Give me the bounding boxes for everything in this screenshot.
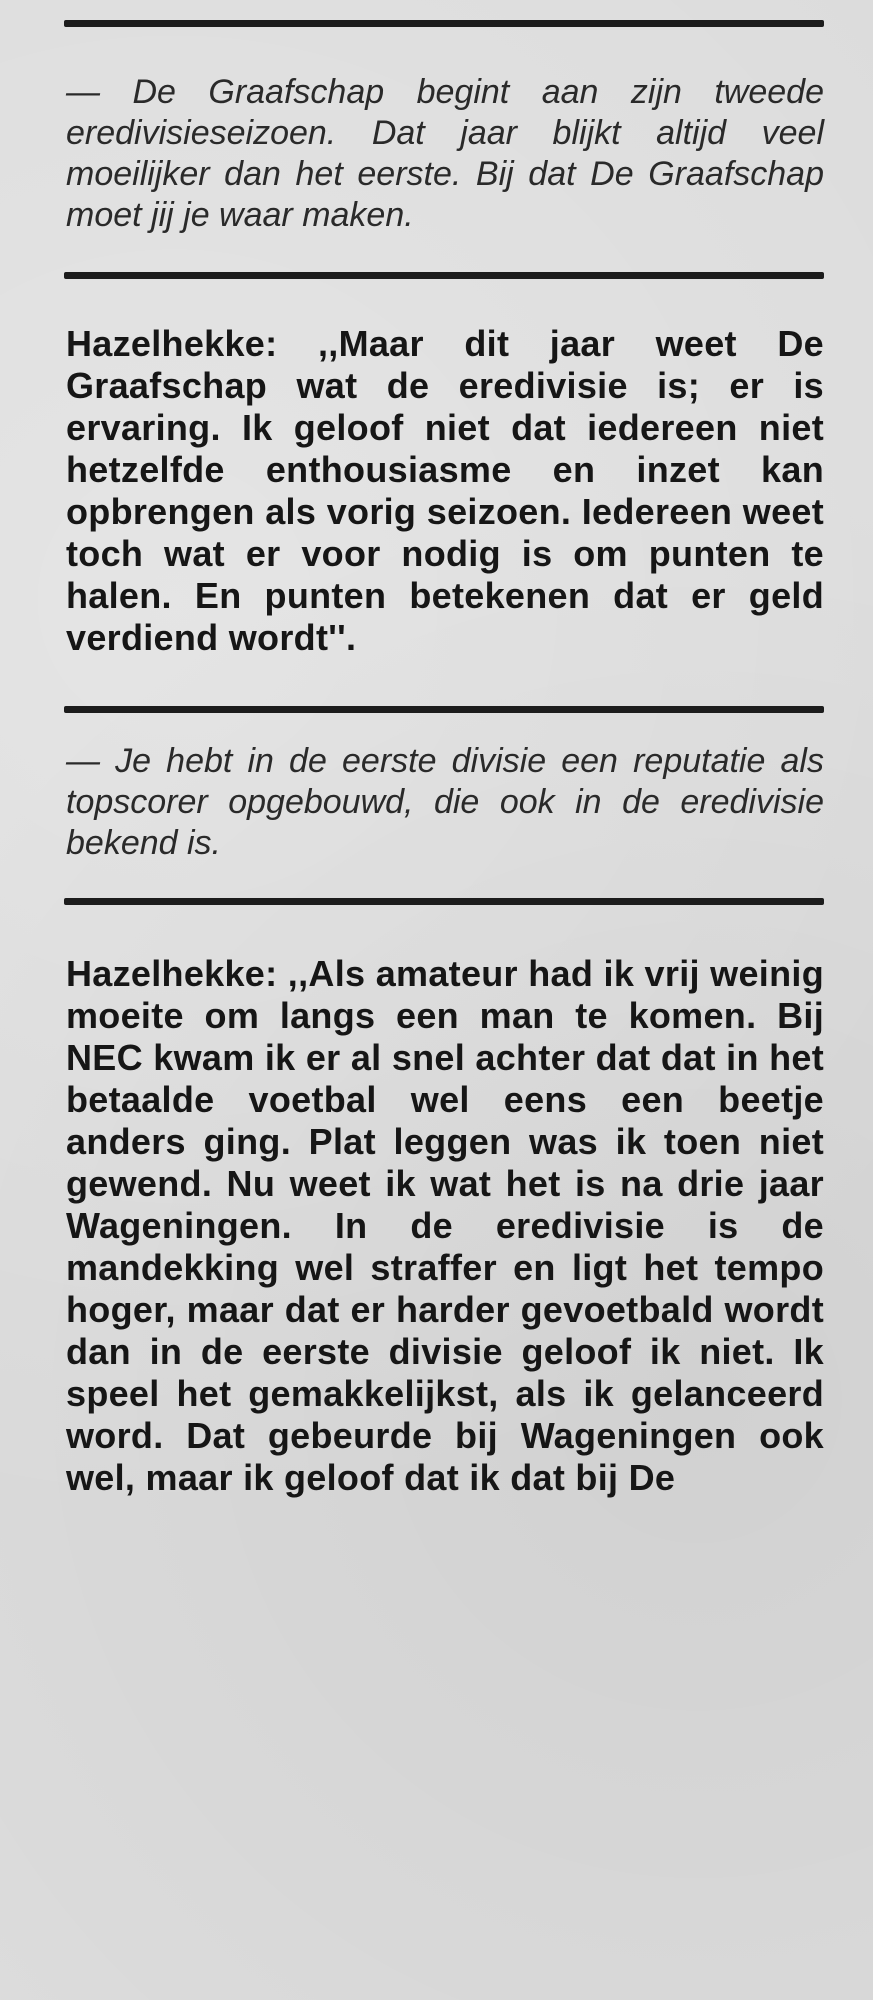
divider-rule: [64, 20, 824, 27]
interview-answer: Hazelhekke: ,,Maar dit jaar weet De Graafschap wat de eredivisie is; er is ervaring. Ik geloof niet dat iedereen niet hetzelfde enthousiasme en inzet kan opbrengen als vorig seizoen. Iedereen weet toch wat er voor nodig is om punten te halen. En punten betekenen dat er geld verdiend wordt''.: [66, 323, 824, 658]
interview-question: — Je hebt in de eerste divisie een reputatie als topscorer opgebouwd, die ook in de eredivisie bekend is.: [66, 742, 824, 862]
divider-rule: [64, 272, 824, 279]
interview-question: — De Graafschap begint aan zijn tweede eredivisieseizoen. Dat jaar blijkt altijd veel moeilijker dan het eerste. Bij dat De Graafschap moet jij je waar maken.: [66, 73, 824, 234]
article-column: [64, 0, 824, 1499]
interview-answer: Hazelhekke: ,,Als amateur had ik vrij weinig moeite om langs een man te komen. Bij NEC kwam ik er al snel achter dat dat in het betaalde voetbal wel eens een beetje anders ging. Plat leggen was ik toen niet gewend. Nu weet ik wat het is na drie jaar Wageningen. In de eredivisie is de mandekking wel straffer en ligt het tempo hoger, maar dat er harder gevoetbald wordt dan in de eerste divisie geloof ik niet. Ik speel het gemakkelijkst, als ik gelanceerd word. Dat gebeurde bij Wageningen ook wel, maar ik geloof dat ik dat bij De: [66, 953, 824, 1498]
divider-rule: [64, 706, 824, 713]
divider-rule: [64, 898, 824, 905]
